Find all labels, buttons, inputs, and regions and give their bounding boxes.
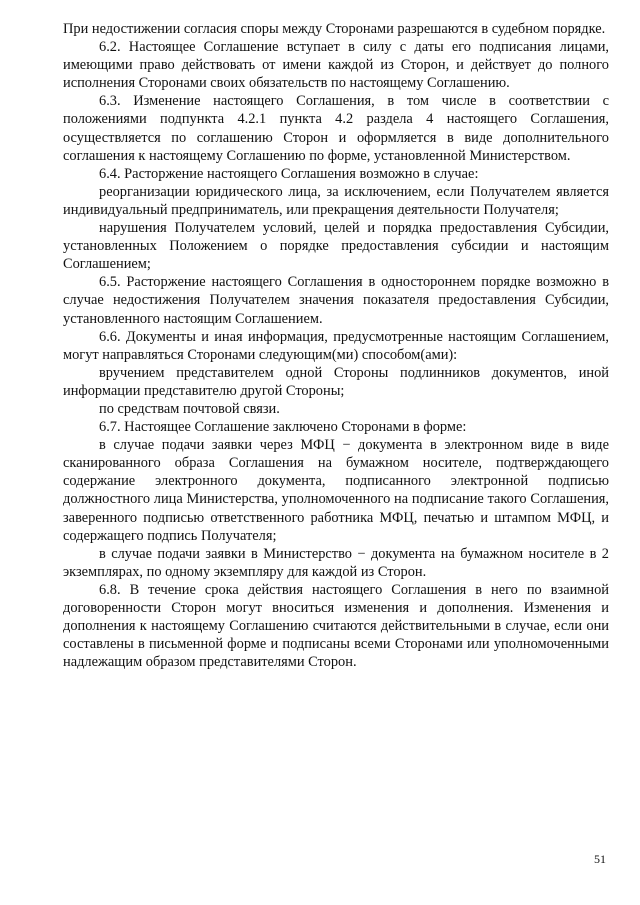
paragraph-6-4-violation: нарушения Получателем условий, целей и порядка предоставления Субсидии, установленных Положением о порядке предоставления субсидии и настоящим Соглашением;: [63, 220, 609, 273]
paragraph-6-6-delivery: вручением представителем одной Стороны подлинников документов, иной информации представителю другой Стороны;: [63, 364, 609, 399]
paragraph-6-4: 6.4. Расторжение настоящего Соглашения возможно в случае:: [99, 165, 479, 182]
paragraph-6-7: 6.7. Настоящее Соглашение заключено Сторонами в форме:: [99, 419, 467, 436]
document-body: [63, 20, 609, 671]
paragraph-6-6: 6.6. Документы и иная информация, предусмотренные настоящим Соглашением, могут направляться Сторонами следующим(ми) способом(ами):: [63, 328, 609, 363]
paragraph-6-5: 6.5. Расторжение настоящего Соглашения в одностороннем порядке возможно в случае недостижения Получателем значения показателя предоставления Субсидии, установленного настоящим Соглашением.: [63, 274, 609, 327]
paragraph-6-3: 6.3. Изменение настоящего Соглашения, в том числе в соответствии с положениями подпункта 4.2.1 пункта 4.2 раздела 4 настоящего Соглашения, осуществляется по соглашению Сторон и оформляется в виде дополнительного соглашения к настоящему Соглашению по форме, установленной Министерством.: [63, 93, 609, 164]
paragraph-6-4-reorganization: реорганизации юридического лица, за исключением, если Получателем является индивидуальный предприниматель, или прекращения деятельности Получателя;: [63, 183, 609, 218]
paragraph-6-6-postal: по средствам почтовой связи.: [99, 400, 280, 417]
paragraph-6-2: 6.2. Настоящее Соглашение вступает в силу с даты его подписания лицами, имеющими право действовать от имени каждой из Сторон, и действует до полного исполнения Сторонами своих обязательств по настоящему Соглашению.: [63, 39, 609, 92]
paragraph-6-7-mfc: в случае подачи заявки через МФЦ − документа в электронном виде в виде сканированного образа Соглашения на бумажном носителе, подтверждающего содержание электронного документа, подписанного электронной подписью должностного лица Министерства, уполномоченного на подписание такого Соглашения, заверенного подписью ответственного работника МФЦ, печатью и штампом МФЦ, и содержащего подпись Получателя;: [63, 437, 609, 544]
paragraph-6-7-ministry: в случае подачи заявки в Министерство − документа на бумажном носителе в 2 экземплярах, по одному экземпляру для каждой из Сторон.: [63, 545, 609, 580]
paragraph-6-8: 6.8. В течение срока действия настоящего Соглашения в него по взаимной договоренности Сторон могут вноситься изменения и дополнения. Изменения и дополнения к настоящему Соглашению считаются действительными в случае, если они составлены в письменной форме и подписаны всеми Сторонами или уполномоченными надлежащим образом представителями Сторон.: [63, 581, 609, 671]
paragraph-dispute-resolution: При недостижении согласия споры между Сторонами разрешаются в судебном порядке.: [63, 21, 606, 37]
page-number: 51: [594, 852, 606, 866]
